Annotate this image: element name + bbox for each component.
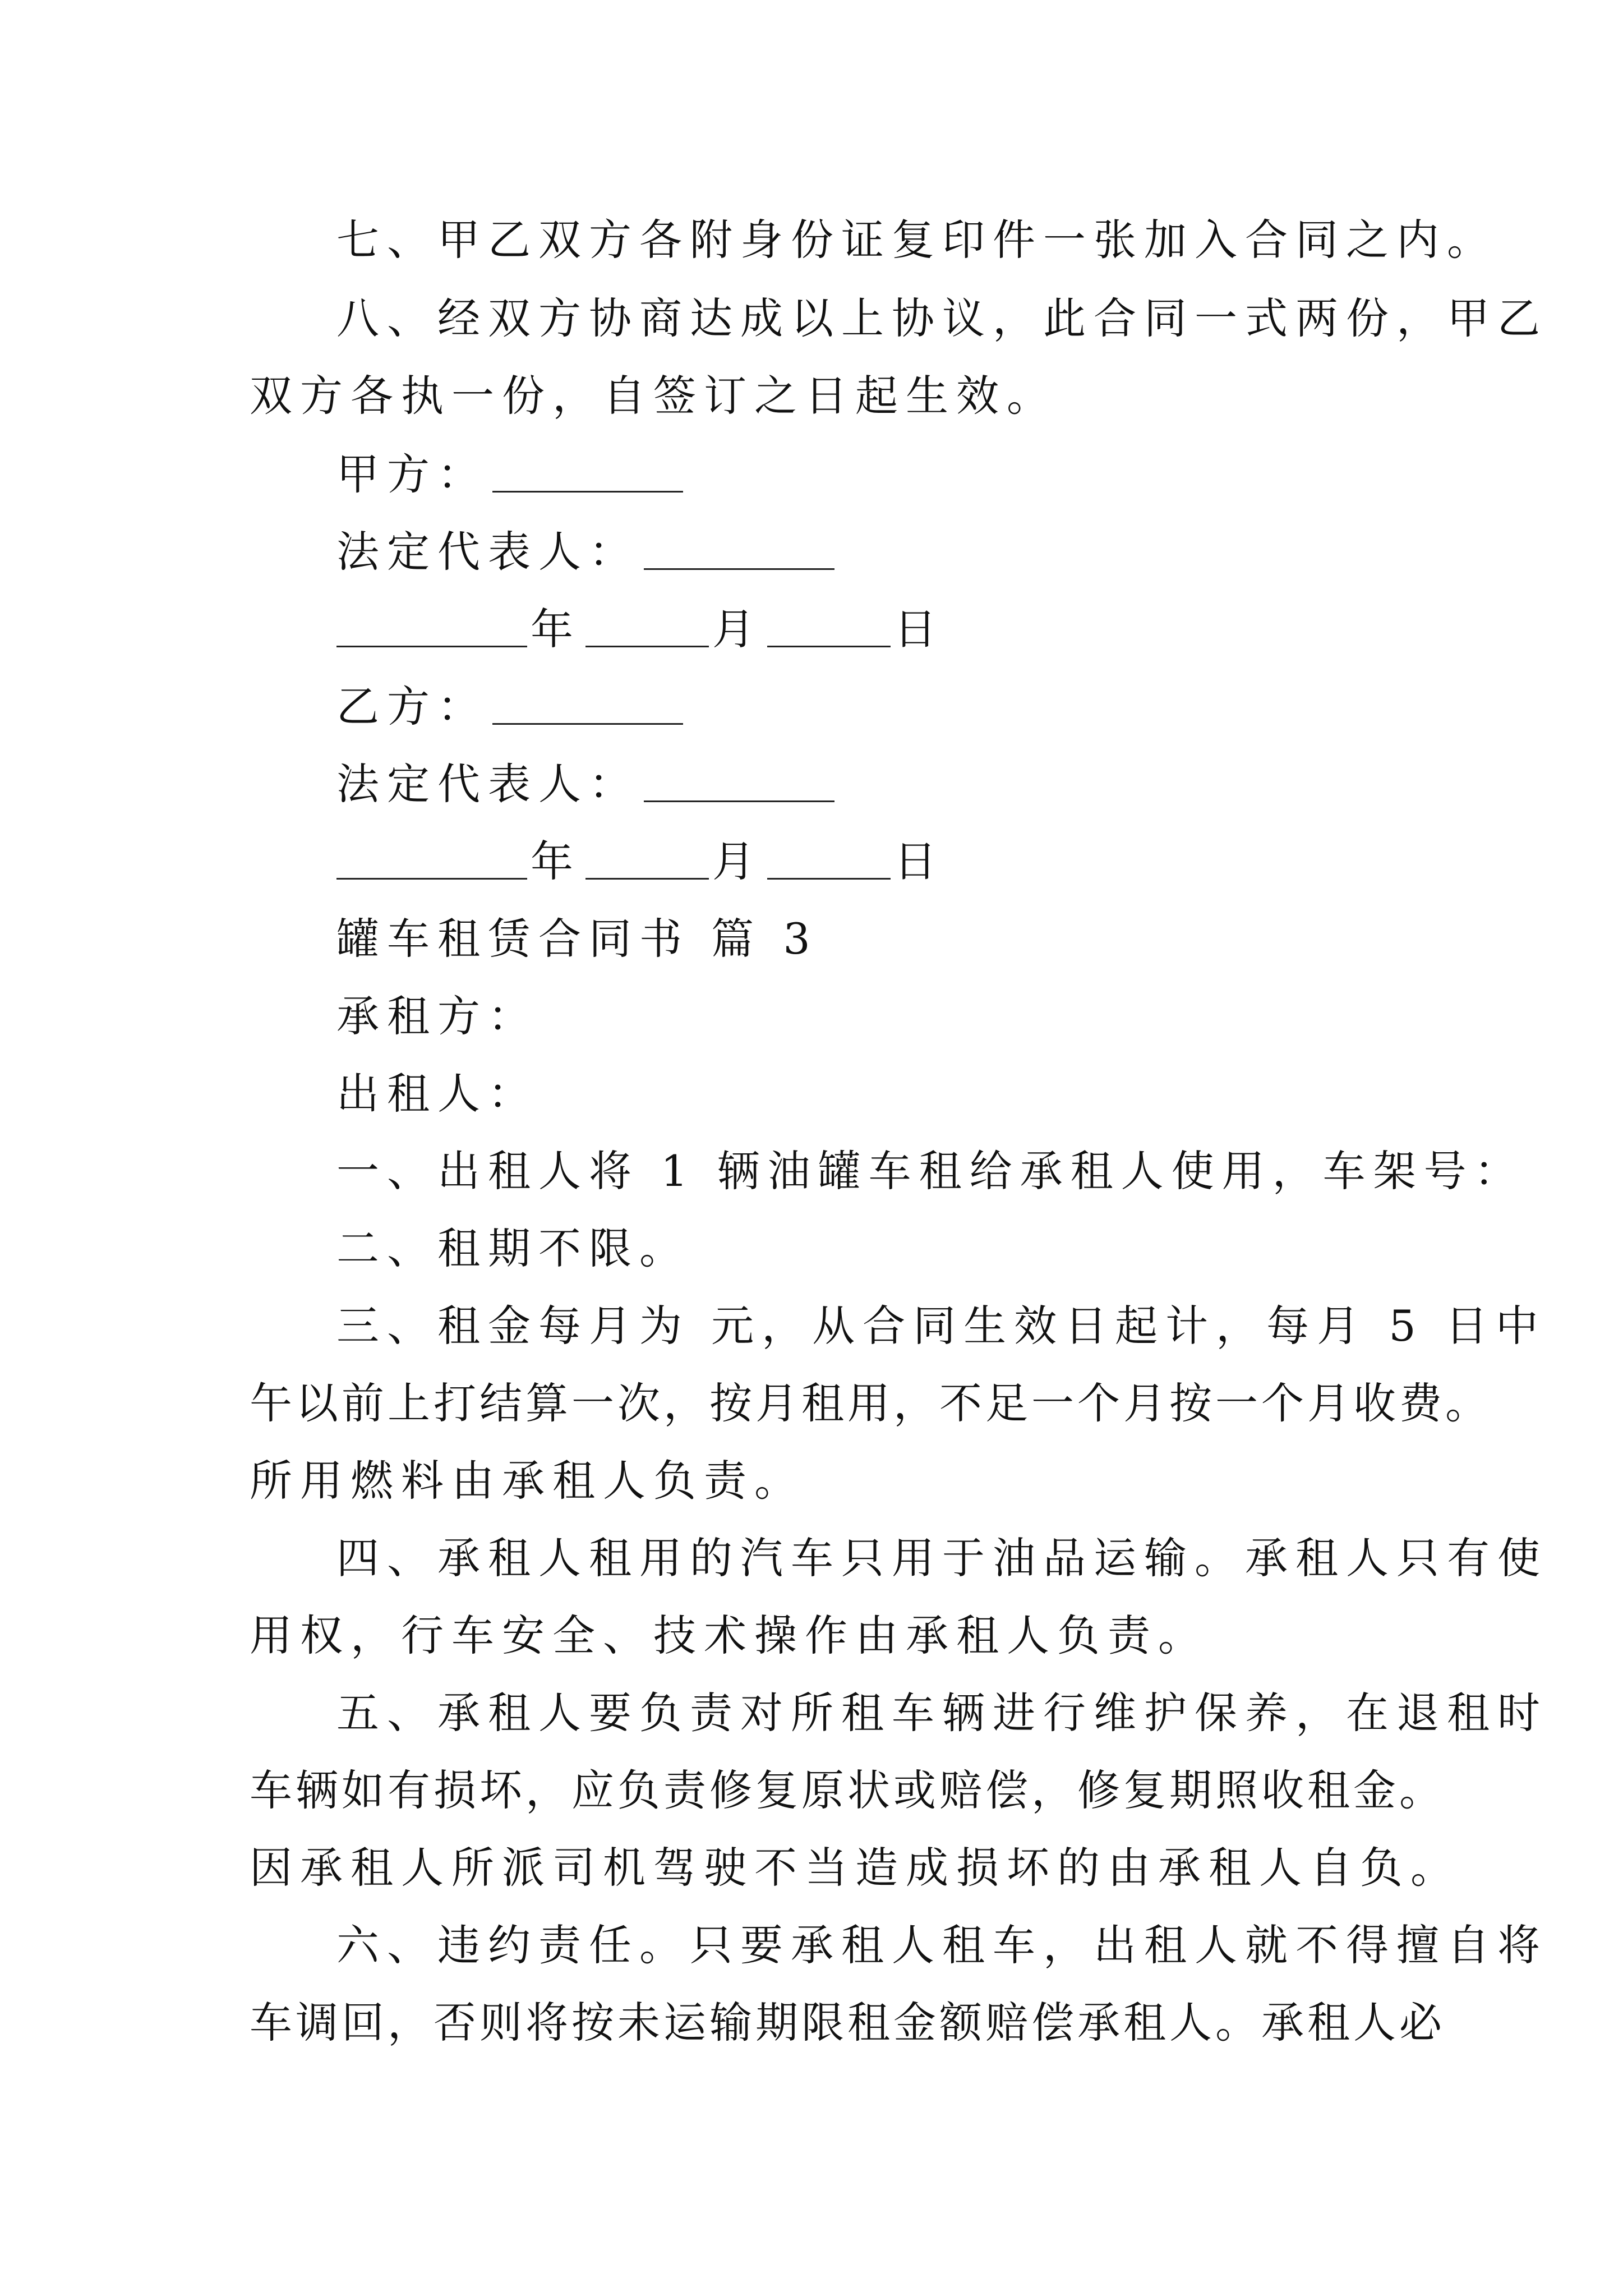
party-b-date-line bbox=[336, 836, 944, 886]
item-4-line-1: 四、承租人租用的汽车只用于油品运输。承租人只有使 bbox=[336, 1533, 1548, 1583]
item-6-line-2: 车调回，否则将按未运输期限租金额赔偿承租人。承租人必 bbox=[250, 1998, 1445, 2047]
party-a-label: 甲方： bbox=[336, 449, 488, 499]
section-title: 罐车租赁合同书 篇 3 bbox=[336, 914, 818, 964]
month-label: 月 bbox=[712, 604, 763, 654]
month-label: 月 bbox=[712, 836, 763, 886]
year-label: 年 bbox=[531, 604, 581, 654]
clause-8-line-2: 双方各执一份，自签订之日起生效。 bbox=[250, 371, 1057, 421]
day-label: 日 bbox=[894, 604, 944, 654]
year-label: 年 bbox=[531, 836, 581, 886]
party-a-rep-blank bbox=[644, 532, 834, 570]
day-blank bbox=[767, 610, 891, 647]
legal-rep-label: 法定代表人： bbox=[336, 759, 639, 809]
party-b-rep-blank bbox=[644, 765, 834, 802]
item-5-line-3: 因承租人所派司机驾驶不当造成损坏的由承租人自负。 bbox=[250, 1843, 1461, 1893]
item-6-line-1: 六、违约责任。只要承租人租车，出租人就不得擅自将 bbox=[336, 1920, 1548, 1970]
day-label: 日 bbox=[894, 836, 944, 886]
item-3-line-3: 所用燃料由承租人负责。 bbox=[250, 1456, 805, 1506]
party-b-label: 乙方： bbox=[336, 682, 488, 731]
party-b-blank bbox=[492, 687, 683, 725]
year-blank bbox=[336, 842, 527, 880]
month-blank bbox=[585, 842, 709, 880]
party-a-rep-line bbox=[336, 527, 838, 577]
party-b-line bbox=[336, 682, 686, 731]
party-a-blank bbox=[492, 455, 683, 493]
item-3-line-2: 午以前上打结算一次，按月租用，不足一个月按一个月收费。 bbox=[250, 1378, 1491, 1428]
party-a-line bbox=[336, 449, 686, 499]
party-b-rep-line bbox=[336, 759, 838, 809]
party-a-date-line bbox=[336, 604, 944, 654]
legal-rep-label: 法定代表人： bbox=[336, 527, 639, 577]
item-5-line-1: 五、承租人要负责对所租车辆进行维护保养，在退租时 bbox=[336, 1688, 1548, 1738]
lessor-label: 出租人： bbox=[336, 1069, 538, 1119]
clause-8-line-1: 八、经双方协商达成以上协议，此合同一式两份，甲乙 bbox=[336, 293, 1548, 343]
item-3-line-1: 三、租金每月为 元，从合同生效日起计，每月 5 日中 bbox=[336, 1301, 1546, 1351]
item-1: 一、出租人将 1 辆油罐车租给承租人使用，车架号： bbox=[336, 1146, 1525, 1196]
item-4-line-2: 用权，行车安全、技术操作由承租人负责。 bbox=[250, 1611, 1209, 1660]
month-blank bbox=[585, 610, 709, 647]
day-blank bbox=[767, 842, 891, 880]
lessee-label: 承租方： bbox=[336, 991, 538, 1041]
clause-7: 七、甲乙双方各附身份证复印件一张加入合同之内。 bbox=[336, 215, 1497, 265]
item-5-line-2: 车辆如有损坏，应负责修复原状或赔偿，修复期照收租金。 bbox=[250, 1765, 1445, 1815]
item-2: 二、租期不限。 bbox=[336, 1223, 690, 1273]
year-blank bbox=[336, 610, 527, 647]
